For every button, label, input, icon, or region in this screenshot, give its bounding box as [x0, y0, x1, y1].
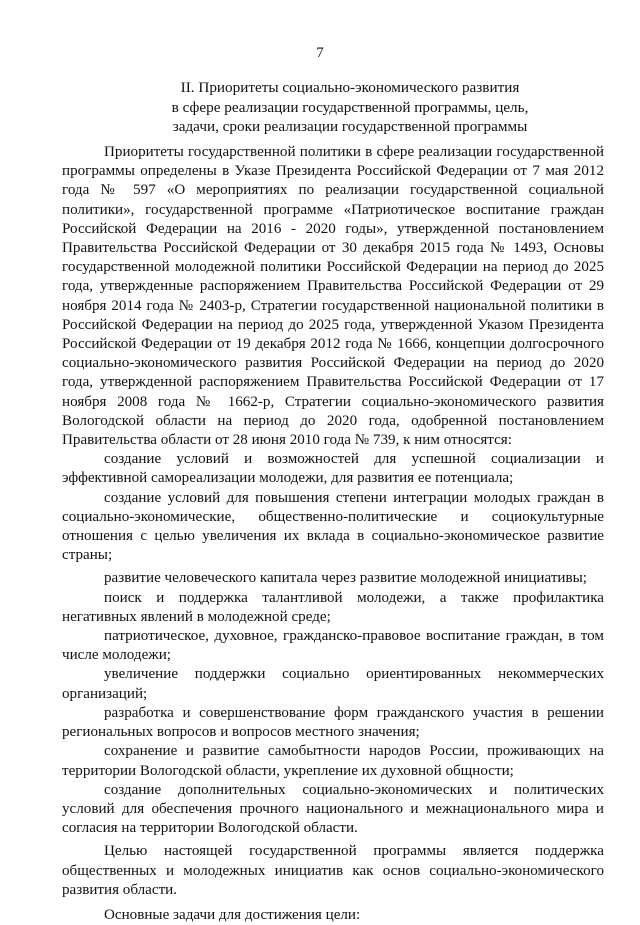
list-item-priority: создание условий для повышения степени интеграции молодых граждан в социально-экономические, общественно-политические и социокультурные отношения с целью увеличения их вклада в социально-экономическое развитие страны; — [62, 489, 604, 564]
list-item-priority: сохранение и развитие самобытности народов России, проживающих на территории Вологодской области, укрепление их духовной общности; — [62, 743, 604, 779]
section-heading-line: задачи, сроки реализации государственной программы — [172, 118, 528, 135]
list-item-priority: увеличение поддержки социально ориентированных некоммерческих организаций; — [62, 666, 604, 702]
list-item-priority: развитие человеческого капитала через развитие молодежной инициативы; — [104, 570, 587, 587]
section-heading-line: II. Приоритеты социально-экономического развития — [180, 79, 520, 96]
paragraph-main-tasks: Основные задачи для достижения цели: — [104, 906, 361, 923]
list-item-priority: патриотическое, духовное, гражданско-правовое воспитание граждан, в том числе молодежи; — [62, 628, 604, 664]
list-item-priority: разработка и совершенствование форм гражданского участия в решении региональных вопросов и вопросов местного значения; — [62, 704, 604, 741]
list-item-priority: создание дополнительных социально-экономических и политических условий для обеспечения прочного национального и межнационального мира и согласия на территории Вологодской области. — [62, 781, 604, 837]
page-number: 7 — [316, 45, 324, 61]
paragraph-program-goal: Целью настоящей государственной программы является поддержка общественных и молодежных инициатив как основ социально-экономического развития области. — [62, 843, 604, 898]
body-text — [62, 143, 604, 925]
section-heading-line: в сфере реализации государственной программы, цель, — [171, 98, 529, 116]
list-item-priority: поиск и поддержка талантливой молодежи, а также профилактика негативных явлений в молодежной среде; — [62, 589, 604, 625]
list-item-priority: создание условий и возможностей для успешной социализации и эффективной самореализации молодежи, для развития ее потенциала; — [62, 451, 604, 487]
paragraph-priorities-intro: Приоритеты государственной политики в сфере реализации государственной программы определены в Указе Президента Российской Федерации от 7 мая 2012 года № 597 «О мероприятиях по реализации государственной социальной политики», государственной программе «Патриотическое воспитание граждан Российской Федерации на 2016 - 2020 годы», утвержденной постановлением Правительства Российской Федерации от 30 декабря 2015 года № 1493, Основы государственной молодежной политики Российской Федерации на период до 2025 года, утвержденные распоряжением Правительства Российской Федерации от 29 ноября 2014 года № 2403-р, Стратегии государственной национальной политики в Российской Федерации на период до 2025 года, утвержденной Указом Президента Российской Федерации от 19 декабря 2012 года № 1666, концепции долгосрочного социально-экономического развития Российской Федерации на период до 2020 года, утвержденной распоряжением Правительства Российской Федерации от 17 ноября 2008 года № 1662-р, Стратегии социально-экономического развития Вологодской области на период до 2020 года, одобренной постановлением Правительства области от 28 июня 2010 года № 739, к ним относятся: — [62, 144, 604, 449]
section-heading — [60, 78, 640, 137]
